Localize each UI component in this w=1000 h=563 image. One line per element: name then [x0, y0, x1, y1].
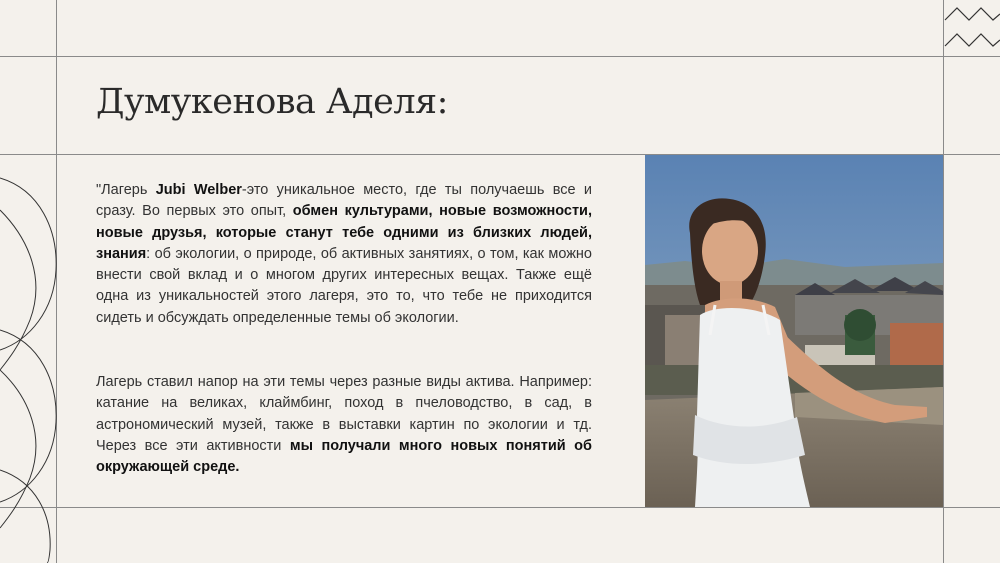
quote-paragraph-2: [96, 372, 592, 478]
text-run: Лагерь ставил напор на эти темы через разные виды актива. Например: катание на великах, клаймбинг, поход в пчеловодство, в сад, в астрономический музей, также в выставки картин по экологии и тд. Через все эти активности: [96, 374, 592, 454]
quote-paragraph-1: [96, 180, 592, 329]
grid-line-top: [0, 56, 1000, 57]
grid-line-right: [943, 0, 944, 563]
bold-run: Jubi Welber: [155, 182, 242, 198]
portrait-photo: [645, 155, 943, 507]
text-run: "Лагерь: [96, 182, 156, 198]
text-run: : об экологии, о природе, об активных занятиях, о том, как можно внести свой вклад и о многом других интересных вещах. Также ещё одна из уникальностей этого лагеря, это то, что тебе не приходится сидеть и обсуждать определенные темы об экологии.: [96, 245, 592, 326]
grid-line-lower: [0, 507, 1000, 508]
arc-decoration-icon: [0, 170, 60, 563]
text-run: -это уникальное место, где ты получаешь все и сразу. Во первых это опыт,: [96, 182, 592, 220]
bold-run: мы получали много новых понятий об окружающей среде.: [96, 437, 592, 476]
zigzag-decoration-icon: [943, 0, 1000, 56]
page-title: Думукенова Аделя:: [96, 82, 448, 122]
bold-run: обмен культурами, новые возможности, новые друзья, которые станут тебе одними из близких людей, знания: [96, 203, 592, 262]
